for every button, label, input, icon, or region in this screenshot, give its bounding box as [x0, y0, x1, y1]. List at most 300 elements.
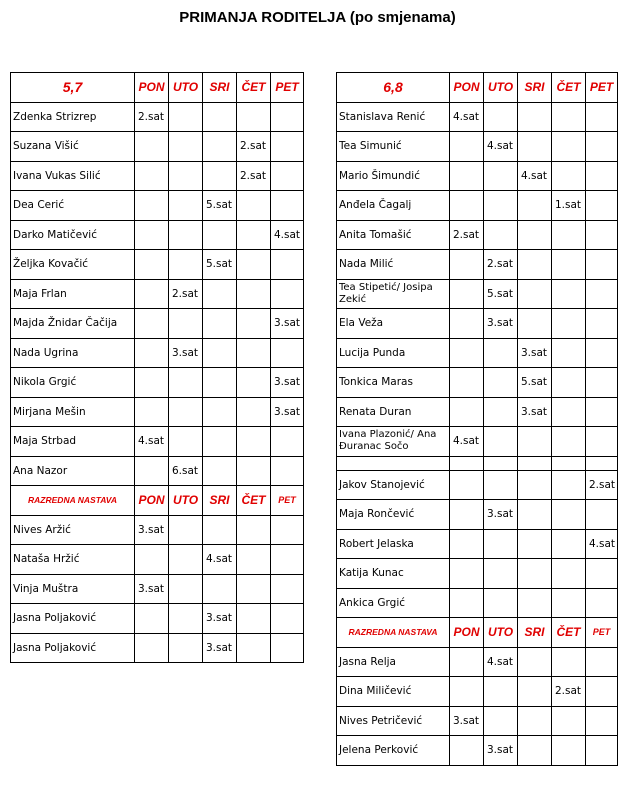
slot-cell: 4.sat	[203, 545, 237, 575]
slot-cell: 2.sat	[586, 470, 618, 500]
day-header: UTO	[484, 618, 518, 648]
slot-cell	[271, 338, 304, 368]
teacher-row	[337, 368, 618, 398]
teacher-row	[11, 309, 304, 339]
teacher-name: Nives Aržić	[11, 515, 135, 545]
day-header: PET	[271, 486, 304, 516]
teacher-row	[11, 545, 304, 575]
slot-cell	[518, 250, 552, 280]
slot-cell	[484, 559, 518, 589]
slot-cell	[135, 250, 169, 280]
group-label: RAZREDNA NASTAVA	[11, 486, 135, 516]
day-header: SRI	[518, 618, 552, 648]
teacher-row	[337, 559, 618, 589]
slot-cell	[586, 132, 618, 162]
header-row	[337, 73, 618, 103]
slot-cell	[135, 545, 169, 575]
slot-cell	[450, 191, 484, 221]
day-header: ČET	[552, 618, 586, 648]
slot-cell	[586, 500, 618, 530]
slot-cell: 4.sat	[484, 647, 518, 677]
teacher-name: Tea Stipetić/ Josipa Zekić	[337, 279, 450, 309]
slot-cell	[169, 161, 203, 191]
teacher-name: Maja Rončević	[337, 500, 450, 530]
slot-cell	[518, 279, 552, 309]
slot-cell	[203, 102, 237, 132]
slot-cell: 5.sat	[203, 250, 237, 280]
slot-cell	[203, 220, 237, 250]
slot-cell	[552, 588, 586, 618]
slot-cell	[518, 559, 552, 589]
slot-cell: 4.sat	[271, 220, 304, 250]
teacher-row	[11, 427, 304, 457]
teacher-name: Ivana Plazonić/ Ana Đuranac Sočo	[337, 427, 450, 457]
slot-cell	[484, 470, 518, 500]
teacher-name: Maja Strbad	[11, 427, 135, 457]
teacher-name: Ana Nazor	[11, 456, 135, 486]
slot-cell	[135, 604, 169, 634]
slot-cell	[518, 102, 552, 132]
slot-cell: 4.sat	[135, 427, 169, 457]
slot-cell	[552, 220, 586, 250]
teacher-row	[11, 250, 304, 280]
slot-cell	[237, 604, 271, 634]
slot-cell	[518, 588, 552, 618]
slot-cell	[169, 220, 203, 250]
slot-cell	[518, 529, 552, 559]
slot-cell	[518, 736, 552, 766]
slot-cell	[450, 368, 484, 398]
day-header: ČET	[552, 73, 586, 103]
slot-cell: 3.sat	[271, 397, 304, 427]
slot-cell	[169, 368, 203, 398]
slot-cell	[169, 604, 203, 634]
teacher-name: Jasna Relja	[337, 647, 450, 677]
slot-cell	[518, 309, 552, 339]
slot-cell: 3.sat	[203, 604, 237, 634]
slot-cell	[237, 545, 271, 575]
teacher-name: Tea Simunić	[337, 132, 450, 162]
slot-cell	[552, 250, 586, 280]
day-header: UTO	[169, 486, 203, 516]
teacher-name: Ivana Vukas Silić	[11, 161, 135, 191]
slot-cell	[271, 191, 304, 221]
slot-cell	[271, 279, 304, 309]
teacher-row	[337, 309, 618, 339]
slot-cell	[169, 427, 203, 457]
slot-cell	[271, 604, 304, 634]
slot-cell	[552, 470, 586, 500]
teacher-row	[11, 456, 304, 486]
slot-cell: 3.sat	[518, 338, 552, 368]
teacher-name: Katija Kunac	[337, 559, 450, 589]
teacher-name: Renata Duran	[337, 397, 450, 427]
slot-cell	[203, 456, 237, 486]
slot-cell	[450, 397, 484, 427]
slot-cell	[237, 220, 271, 250]
slot-cell	[552, 529, 586, 559]
slot-cell	[518, 191, 552, 221]
teacher-row	[11, 132, 304, 162]
slot-cell	[586, 677, 618, 707]
slot-cell	[552, 500, 586, 530]
slot-cell	[203, 132, 237, 162]
slot-cell	[271, 132, 304, 162]
slot-cell	[203, 309, 237, 339]
empty-cell	[518, 456, 552, 470]
slot-cell: 4.sat	[450, 427, 484, 457]
slot-cell	[552, 338, 586, 368]
teacher-row	[11, 368, 304, 398]
slot-cell	[484, 338, 518, 368]
teacher-row	[337, 470, 618, 500]
slot-cell	[586, 588, 618, 618]
slot-cell	[237, 309, 271, 339]
teacher-name: Dea Cerić	[11, 191, 135, 221]
slot-cell: 3.sat	[518, 397, 552, 427]
slot-cell	[586, 191, 618, 221]
slot-cell: 2.sat	[169, 279, 203, 309]
slot-cell	[450, 470, 484, 500]
header-row	[11, 486, 304, 516]
slot-cell	[237, 191, 271, 221]
slot-cell	[135, 161, 169, 191]
slot-cell	[203, 338, 237, 368]
slot-cell	[169, 309, 203, 339]
slot-cell	[237, 574, 271, 604]
teacher-row	[337, 677, 618, 707]
teacher-name: Nives Petričević	[337, 706, 450, 736]
slot-cell	[586, 368, 618, 398]
slot-cell	[203, 279, 237, 309]
slot-cell	[450, 250, 484, 280]
teacher-name: Lucija Punda	[337, 338, 450, 368]
slot-cell	[552, 161, 586, 191]
teacher-name: Maja Frlan	[11, 279, 135, 309]
teacher-row	[11, 279, 304, 309]
slot-cell	[586, 736, 618, 766]
slot-cell	[552, 309, 586, 339]
slot-cell	[450, 647, 484, 677]
slot-cell: 6.sat	[169, 456, 203, 486]
teacher-name: Ela Veža	[337, 309, 450, 339]
slot-cell: 3.sat	[450, 706, 484, 736]
empty-cell	[484, 456, 518, 470]
left-schedule-table	[10, 72, 304, 663]
slot-cell	[237, 250, 271, 280]
teacher-row	[337, 588, 618, 618]
slot-cell	[450, 529, 484, 559]
slot-cell	[586, 309, 618, 339]
header-row	[11, 73, 304, 103]
slot-cell	[135, 279, 169, 309]
slot-cell	[552, 647, 586, 677]
teacher-name: Anđela Čagalj	[337, 191, 450, 221]
slot-cell	[552, 368, 586, 398]
slot-cell	[518, 677, 552, 707]
teacher-name: Nataša Hržić	[11, 545, 135, 575]
slot-cell: 3.sat	[484, 736, 518, 766]
slot-cell: 4.sat	[586, 529, 618, 559]
slot-cell	[484, 368, 518, 398]
slot-cell: 2.sat	[484, 250, 518, 280]
teacher-row	[337, 220, 618, 250]
slot-cell	[484, 220, 518, 250]
slot-cell	[135, 132, 169, 162]
slot-cell	[552, 559, 586, 589]
slot-cell	[586, 559, 618, 589]
slot-cell	[518, 706, 552, 736]
slot-cell	[586, 102, 618, 132]
slot-cell	[586, 427, 618, 457]
teacher-row	[337, 736, 618, 766]
slot-cell	[518, 220, 552, 250]
slot-cell: 3.sat	[484, 309, 518, 339]
slot-cell	[518, 500, 552, 530]
slot-cell: 3.sat	[135, 574, 169, 604]
slot-cell	[135, 220, 169, 250]
day-header: ČET	[237, 73, 271, 103]
slot-cell	[450, 677, 484, 707]
teacher-name: Anita Tomašić	[337, 220, 450, 250]
teacher-row	[11, 102, 304, 132]
slot-cell	[169, 132, 203, 162]
slot-cell	[237, 515, 271, 545]
day-header: PON	[450, 618, 484, 648]
slot-cell: 2.sat	[237, 161, 271, 191]
slot-cell	[135, 191, 169, 221]
teacher-name: Ankica Grgić	[337, 588, 450, 618]
slot-cell	[237, 279, 271, 309]
teacher-name: Vinja Muštra	[11, 574, 135, 604]
teacher-name: Nada Milić	[337, 250, 450, 280]
slot-cell: 5.sat	[518, 368, 552, 398]
slot-cell	[237, 338, 271, 368]
slot-cell: 3.sat	[271, 368, 304, 398]
slot-cell: 2.sat	[552, 677, 586, 707]
slot-cell	[586, 161, 618, 191]
slot-cell	[552, 102, 586, 132]
slot-cell	[518, 470, 552, 500]
slot-cell: 2.sat	[450, 220, 484, 250]
slot-cell	[518, 427, 552, 457]
slot-cell	[169, 102, 203, 132]
slot-cell	[271, 250, 304, 280]
slot-cell	[203, 574, 237, 604]
slot-cell	[586, 279, 618, 309]
slot-cell: 5.sat	[203, 191, 237, 221]
teacher-row	[11, 338, 304, 368]
slot-cell	[169, 574, 203, 604]
day-header: PET	[271, 73, 304, 103]
teacher-name: Jasna Poljaković	[11, 633, 135, 663]
slot-cell	[484, 529, 518, 559]
slot-cell	[484, 588, 518, 618]
slot-cell	[203, 161, 237, 191]
slot-cell: 4.sat	[484, 132, 518, 162]
slot-cell	[237, 427, 271, 457]
teacher-name: Tonkica Maras	[337, 368, 450, 398]
teacher-name: Željka Kovačić	[11, 250, 135, 280]
slot-cell	[237, 102, 271, 132]
teacher-row	[337, 427, 618, 457]
teacher-row	[11, 191, 304, 221]
slot-cell	[169, 250, 203, 280]
slot-cell	[484, 706, 518, 736]
teacher-name: Nada Ugrina	[11, 338, 135, 368]
slot-cell	[450, 132, 484, 162]
slot-cell	[271, 427, 304, 457]
slot-cell: 2.sat	[237, 132, 271, 162]
slot-cell	[518, 647, 552, 677]
slot-cell	[237, 456, 271, 486]
teacher-row	[337, 132, 618, 162]
group-label: 5,7	[11, 73, 135, 103]
teacher-name: Nikola Grgić	[11, 368, 135, 398]
teacher-row	[337, 279, 618, 309]
slot-cell: 3.sat	[169, 338, 203, 368]
slot-cell	[586, 338, 618, 368]
slot-cell: 3.sat	[203, 633, 237, 663]
slot-cell	[586, 706, 618, 736]
slot-cell	[203, 397, 237, 427]
slot-cell	[552, 397, 586, 427]
slot-cell	[203, 515, 237, 545]
slot-cell	[586, 250, 618, 280]
slot-cell	[135, 633, 169, 663]
slot-cell	[271, 456, 304, 486]
day-header: UTO	[484, 73, 518, 103]
slot-cell	[586, 220, 618, 250]
teacher-row	[11, 397, 304, 427]
day-header: PET	[586, 73, 618, 103]
teacher-row	[337, 161, 618, 191]
slot-cell	[169, 633, 203, 663]
teacher-row	[11, 604, 304, 634]
teacher-name: Jelena Perković	[337, 736, 450, 766]
group-label: 6,8	[337, 73, 450, 103]
slot-cell	[518, 132, 552, 162]
slot-cell	[484, 677, 518, 707]
slot-cell: 1.sat	[552, 191, 586, 221]
day-header: PON	[135, 486, 169, 516]
teacher-row	[337, 250, 618, 280]
day-header: PON	[135, 73, 169, 103]
slot-cell: 3.sat	[484, 500, 518, 530]
slot-cell	[271, 161, 304, 191]
day-header: ČET	[237, 486, 271, 516]
teacher-name: Jakov Stanojević	[337, 470, 450, 500]
empty-cell	[586, 456, 618, 470]
slot-cell	[237, 397, 271, 427]
slot-cell: 4.sat	[518, 161, 552, 191]
teacher-name: Jasna Poljaković	[11, 604, 135, 634]
slot-cell	[450, 161, 484, 191]
teacher-name: Zdenka Strizrep	[11, 102, 135, 132]
teacher-row	[11, 220, 304, 250]
slot-cell	[271, 545, 304, 575]
slot-cell	[484, 397, 518, 427]
slot-cell	[169, 191, 203, 221]
slot-cell	[586, 647, 618, 677]
slot-cell	[169, 397, 203, 427]
slot-cell	[135, 456, 169, 486]
day-header: SRI	[203, 73, 237, 103]
slot-cell	[450, 338, 484, 368]
slot-cell	[203, 368, 237, 398]
slot-cell: 2.sat	[135, 102, 169, 132]
slot-cell	[169, 515, 203, 545]
slot-cell	[135, 397, 169, 427]
teacher-row	[11, 515, 304, 545]
teacher-row	[337, 338, 618, 368]
teacher-row	[337, 529, 618, 559]
slot-cell	[169, 545, 203, 575]
slot-cell	[271, 515, 304, 545]
teacher-name: Robert Jelaska	[337, 529, 450, 559]
slot-cell	[552, 279, 586, 309]
slot-cell	[271, 102, 304, 132]
slot-cell	[450, 309, 484, 339]
day-header: PON	[450, 73, 484, 103]
slot-cell	[484, 161, 518, 191]
teacher-row	[11, 161, 304, 191]
teacher-row	[11, 574, 304, 604]
slot-cell	[552, 706, 586, 736]
day-header: UTO	[169, 73, 203, 103]
right-schedule-table	[336, 72, 618, 766]
slot-cell	[552, 427, 586, 457]
slot-cell	[450, 500, 484, 530]
slot-cell	[484, 102, 518, 132]
teacher-row	[337, 500, 618, 530]
slot-cell	[450, 588, 484, 618]
day-header: SRI	[203, 486, 237, 516]
slot-cell	[450, 736, 484, 766]
slot-cell	[484, 427, 518, 457]
header-row	[337, 618, 618, 648]
page-title: PRIMANJA RODITELJA (po smjenama)	[179, 9, 456, 26]
slot-cell	[484, 191, 518, 221]
slot-cell	[237, 633, 271, 663]
slot-cell	[450, 559, 484, 589]
empty-cell	[450, 456, 484, 470]
slot-cell	[135, 368, 169, 398]
teacher-name: Dina Miličević	[337, 677, 450, 707]
slot-cell	[135, 309, 169, 339]
empty-cell	[552, 456, 586, 470]
teacher-row	[337, 191, 618, 221]
slot-cell: 4.sat	[450, 102, 484, 132]
day-header: PET	[586, 618, 618, 648]
teacher-name: Stanislava Renić	[337, 102, 450, 132]
slot-cell: 5.sat	[484, 279, 518, 309]
slot-cell	[271, 633, 304, 663]
teacher-row	[337, 706, 618, 736]
teacher-row	[337, 647, 618, 677]
slot-cell	[237, 368, 271, 398]
teacher-name: Mirjana Mešin	[11, 397, 135, 427]
spacer-row	[337, 456, 618, 470]
day-header: SRI	[518, 73, 552, 103]
teacher-row	[337, 102, 618, 132]
slot-cell	[271, 574, 304, 604]
teacher-name: Darko Matičević	[11, 220, 135, 250]
teacher-name: Suzana Višić	[11, 132, 135, 162]
slot-cell	[135, 338, 169, 368]
slot-cell: 3.sat	[135, 515, 169, 545]
teacher-row	[11, 633, 304, 663]
